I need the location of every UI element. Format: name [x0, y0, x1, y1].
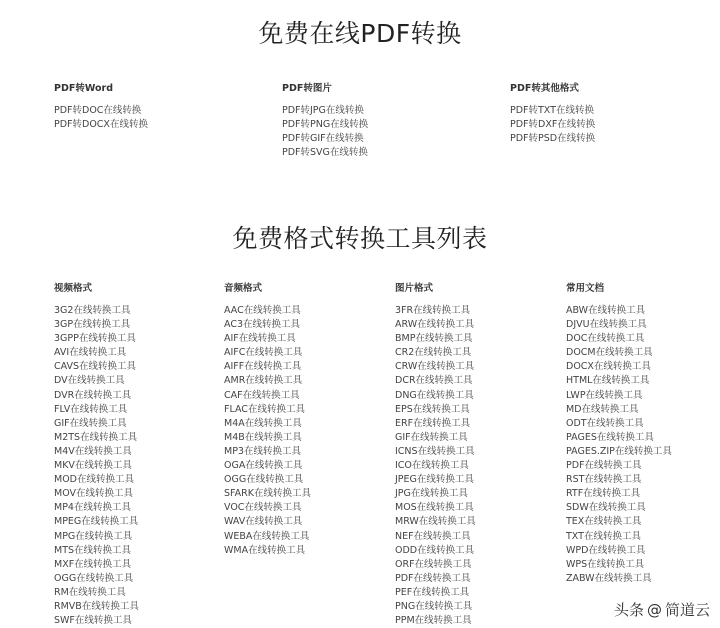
tools-column-video [54, 280, 139, 628]
column-heading: PDF转Word [54, 83, 113, 94]
tool-link[interactable]: M2TS在线转换工具 [54, 431, 138, 443]
tool-link[interactable]: GIF在线转换工具 [395, 431, 468, 443]
tool-link[interactable]: RM在线转换工具 [54, 586, 126, 598]
tool-link[interactable]: WMA在线转换工具 [224, 544, 306, 556]
tool-link[interactable]: PDF转DXF在线转换 [510, 119, 596, 131]
pdf-column-word [54, 80, 148, 132]
tool-link[interactable]: PAGES.ZIP在线转换工具 [566, 445, 672, 457]
tool-link[interactable]: ERF在线转换工具 [395, 417, 471, 429]
tools-column-docs [566, 280, 672, 586]
tools-section-title: 免费格式转换工具列表 [232, 224, 488, 253]
tool-link[interactable]: 3GPP在线转换工具 [54, 333, 136, 345]
tool-link[interactable]: 3GP在线转换工具 [54, 319, 131, 331]
tool-link[interactable]: PDF转SVG在线转换 [282, 147, 368, 159]
tool-link[interactable]: JPG在线转换工具 [395, 488, 468, 500]
tool-link[interactable]: FLAC在线转换工具 [224, 403, 305, 415]
tool-link[interactable]: MPEG在线转换工具 [54, 516, 139, 528]
tool-link[interactable]: ARW在线转换工具 [395, 319, 475, 331]
tool-link[interactable]: PDF转DOC在线转换 [54, 105, 142, 116]
tool-link[interactable]: 3G2在线转换工具 [54, 305, 131, 316]
tool-link[interactable]: OGG在线转换工具 [224, 474, 304, 486]
tool-link[interactable]: FLV在线转换工具 [54, 403, 128, 415]
tool-link[interactable]: PDF转PSD在线转换 [510, 133, 596, 145]
tool-link[interactable]: GIF在线转换工具 [54, 417, 127, 429]
tool-link[interactable]: ICO在线转换工具 [395, 460, 469, 472]
tool-link[interactable]: TXT在线转换工具 [566, 530, 641, 542]
tool-link[interactable]: WAV在线转换工具 [224, 516, 303, 528]
tool-link[interactable]: RST在线转换工具 [566, 474, 642, 486]
tools-column-image [395, 280, 476, 628]
column-heading: PDF转图片 [282, 83, 332, 94]
tool-link[interactable]: AVI在线转换工具 [54, 347, 127, 359]
tool-link[interactable]: PDF转DOCX在线转换 [54, 119, 148, 131]
watermark-author: 简道云 [664, 601, 710, 619]
tool-link[interactable]: VOC在线转换工具 [224, 502, 302, 514]
tool-link[interactable]: PDF转PNG在线转换 [282, 119, 369, 131]
tool-link[interactable]: MPG在线转换工具 [54, 530, 133, 542]
watermark-separator: @ [646, 601, 662, 619]
tool-link[interactable]: AC3在线转换工具 [224, 319, 301, 331]
tool-link[interactable]: OGG在线转换工具 [54, 572, 134, 584]
tool-link[interactable]: MD在线转换工具 [566, 403, 639, 415]
tool-link[interactable]: DVR在线转换工具 [54, 389, 132, 401]
tool-link[interactable]: PDF在线转换工具 [566, 460, 642, 472]
tool-link[interactable]: ZABW在线转换工具 [566, 572, 652, 584]
tool-link[interactable]: ODT在线转换工具 [566, 417, 644, 429]
tool-link[interactable]: WEBA在线转换工具 [224, 530, 310, 542]
tool-link[interactable]: TEX在线转换工具 [566, 516, 642, 528]
tool-link[interactable]: AMR在线转换工具 [224, 375, 303, 387]
tool-link[interactable]: WPD在线转换工具 [566, 544, 646, 556]
tool-link[interactable]: LWP在线转换工具 [566, 389, 643, 401]
tool-link[interactable]: CAVS在线转换工具 [54, 361, 137, 373]
watermark-brand: 头条 [613, 601, 644, 619]
column-heading: 音频格式 [224, 283, 263, 294]
tool-link[interactable]: CRW在线转换工具 [395, 361, 475, 373]
tool-link[interactable]: M4B在线转换工具 [224, 431, 302, 443]
tool-link[interactable]: CR2在线转换工具 [395, 347, 472, 359]
tool-link[interactable]: DOCX在线转换工具 [566, 361, 651, 373]
tool-link[interactable]: MOS在线转换工具 [395, 502, 474, 514]
tool-link[interactable]: PDF转TXT在线转换 [510, 105, 594, 116]
tool-link[interactable]: SWF在线转换工具 [54, 615, 132, 627]
tool-link[interactable]: PPM在线转换工具 [395, 615, 472, 627]
tool-link[interactable]: AAC在线转换工具 [224, 305, 301, 316]
tool-link[interactable]: HTML在线转换工具 [566, 375, 650, 387]
tool-link[interactable]: AIF在线转换工具 [224, 333, 296, 345]
tool-link[interactable]: MXF在线转换工具 [54, 558, 132, 570]
tool-link[interactable]: PNG在线转换工具 [395, 600, 473, 612]
tool-link[interactable]: PDF转GIF在线转换 [282, 133, 364, 145]
tool-link[interactable]: MP4在线转换工具 [54, 502, 131, 514]
tool-link[interactable]: DNG在线转换工具 [395, 389, 474, 401]
column-heading: 常用文档 [566, 283, 605, 294]
tool-link[interactable]: PDF转JPG在线转换 [282, 105, 364, 116]
tool-link[interactable]: CAF在线转换工具 [224, 389, 300, 401]
pdf-section-title: 免费在线PDF转换 [258, 19, 462, 48]
column-heading: 图片格式 [395, 283, 434, 294]
tool-link[interactable]: MKV在线转换工具 [54, 460, 132, 472]
tool-link[interactable]: PEF在线转换工具 [395, 586, 470, 598]
tool-link[interactable]: WPS在线转换工具 [566, 558, 645, 570]
tool-link[interactable]: SDW在线转换工具 [566, 502, 646, 514]
tool-link[interactable]: RTF在线转换工具 [566, 488, 641, 500]
tools-column-audio [224, 280, 311, 558]
tool-link[interactable]: DCR在线转换工具 [395, 375, 473, 387]
tool-link[interactable]: M4V在线转换工具 [54, 445, 132, 457]
tool-link[interactable]: AIFF在线转换工具 [224, 361, 302, 373]
tool-link[interactable]: MTS在线转换工具 [54, 544, 132, 556]
tool-link[interactable]: MP3在线转换工具 [224, 445, 301, 457]
tool-link[interactable]: OGA在线转换工具 [224, 460, 303, 472]
tool-link[interactable]: M4A在线转换工具 [224, 417, 302, 429]
tool-link[interactable]: ORF在线转换工具 [395, 558, 472, 570]
tool-link[interactable]: ICNS在线转换工具 [395, 445, 475, 457]
tool-link[interactable]: AIFC在线转换工具 [224, 347, 303, 359]
tool-link[interactable]: BMP在线转换工具 [395, 333, 473, 345]
tool-link[interactable]: JPEG在线转换工具 [395, 474, 474, 486]
tool-link[interactable]: ODD在线转换工具 [395, 544, 475, 556]
tool-link[interactable]: NEF在线转换工具 [395, 530, 471, 542]
tool-link[interactable]: DOCM在线转换工具 [566, 347, 653, 359]
tool-link[interactable]: MOD在线转换工具 [54, 474, 134, 486]
tool-link[interactable]: DV在线转换工具 [54, 375, 125, 387]
tool-link[interactable]: 3FR在线转换工具 [395, 305, 471, 316]
tool-link[interactable]: SFARK在线转换工具 [224, 488, 311, 500]
tool-link[interactable]: DJVU在线转换工具 [566, 319, 647, 331]
column-heading: 视频格式 [54, 283, 93, 294]
pdf-column-image [282, 80, 368, 160]
tool-link[interactable]: ABW在线转换工具 [566, 305, 646, 316]
tool-link[interactable]: EPS在线转换工具 [395, 403, 470, 415]
tool-link[interactable]: MOV在线转换工具 [54, 488, 134, 500]
tool-link[interactable]: PDF在线转换工具 [395, 572, 471, 584]
tool-link[interactable]: DOC在线转换工具 [566, 333, 645, 345]
column-heading: PDF转其他格式 [510, 83, 579, 94]
watermark [614, 599, 710, 620]
tool-link[interactable]: MRW在线转换工具 [395, 516, 476, 528]
tool-link[interactable]: RMVB在线转换工具 [54, 600, 139, 612]
tool-link[interactable]: PAGES在线转换工具 [566, 431, 654, 443]
pdf-column-other [510, 80, 595, 146]
